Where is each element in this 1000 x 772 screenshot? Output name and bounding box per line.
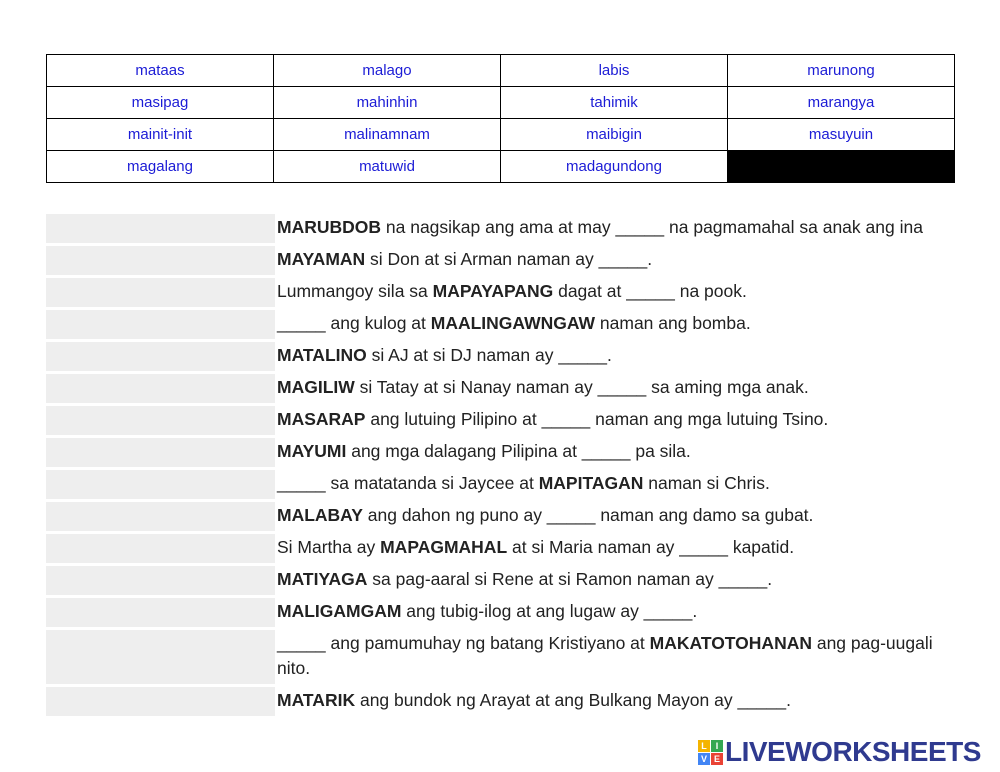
sentence-text: [277, 566, 957, 595]
word-bank-cell: malago: [274, 55, 501, 87]
sentence-row: [46, 342, 966, 371]
sentence-text: [277, 502, 957, 531]
sentence-text: [277, 534, 957, 563]
sentence-row: [46, 502, 966, 531]
logo-mark-letter: L: [698, 740, 710, 752]
answer-input[interactable]: [46, 687, 275, 716]
word-bank-cell: mahinhin: [274, 87, 501, 119]
logo-text: LIVEWORKSHEETS: [725, 736, 981, 767]
sentence-text: [277, 214, 957, 243]
sentence-post: dagat at _____ na pook.: [553, 281, 747, 301]
sentence-keyword: MAKATOTOHANAN: [649, 633, 812, 653]
sentence-post: naman si Chris.: [643, 473, 770, 493]
word-bank-cell: marangya: [728, 87, 955, 119]
sentence-post: ang dahon ng puno ay _____ naman ang damo sa gubat.: [362, 505, 814, 525]
word-bank-cell: malinamnam: [274, 119, 501, 151]
logo-mark-letter: E: [711, 753, 723, 765]
sentence-text: [277, 310, 957, 339]
sentence-text: [277, 278, 957, 307]
sentence-keyword: MAPITAGAN: [538, 473, 644, 493]
sentence-pre: _____ sa matatanda si Jaycee at: [277, 473, 539, 493]
sentence-post: na nagsikap ang ama at may _____ na pagmamahal sa anak ang ina: [381, 217, 923, 237]
answer-input[interactable]: [46, 342, 275, 371]
word-bank-cell: masuyuin: [728, 119, 955, 151]
sentence-row: [46, 566, 966, 595]
answer-input[interactable]: [46, 438, 275, 467]
logo-mark-icon: [698, 740, 723, 765]
liveworksheets-logo: [698, 736, 981, 768]
sentence-text: [277, 342, 957, 371]
sentence-keyword: MAALINGAWNGAW: [430, 313, 596, 333]
sentence-post: ang tubig-ilog at ang lugaw ay _____.: [401, 601, 698, 621]
answer-input[interactable]: [46, 598, 275, 627]
sentence-row: [46, 438, 966, 467]
sentence-row: [46, 630, 966, 684]
sentence-row: [46, 214, 966, 243]
word-bank-row: [47, 119, 955, 151]
sentence-keyword: MAYUMI: [277, 441, 347, 461]
sentence-text: [277, 630, 957, 684]
answer-input[interactable]: [46, 374, 275, 403]
sentence-post: si Don at si Arman naman ay _____.: [365, 249, 653, 269]
sentence-keyword: MATALINO: [277, 345, 367, 365]
sentence-keyword: MALIGAMGAM: [277, 601, 402, 621]
answer-input[interactable]: [46, 278, 275, 307]
sentence-post: sa pag-aaral si Rene at si Ramon naman ay _____.: [367, 569, 773, 589]
sentence-row: [46, 406, 966, 435]
word-bank-table: [46, 54, 955, 183]
sentence-post: si AJ at si DJ naman ay _____.: [366, 345, 612, 365]
answer-input[interactable]: [46, 246, 275, 275]
sentence-keyword: MAPAGMAHAL: [380, 537, 508, 557]
sentence-text: [277, 598, 957, 627]
sentence-post: ang lutuing Pilipino at _____ naman ang mga lutuing Tsino.: [365, 409, 829, 429]
sentence-keyword: MASARAP: [277, 409, 366, 429]
answer-input[interactable]: [46, 310, 275, 339]
sentence-keyword: MAGILIW: [277, 377, 355, 397]
word-bank-cell: magalang: [47, 151, 274, 183]
sentence-post: naman ang bomba.: [595, 313, 751, 333]
word-bank-cell: tahimik: [501, 87, 728, 119]
word-bank-cell: mainit-init: [47, 119, 274, 151]
sentence-row: [46, 470, 966, 499]
word-bank-cell: masipag: [47, 87, 274, 119]
sentence-row: [46, 246, 966, 275]
word-bank-row: [47, 55, 955, 87]
sentence-row: [46, 310, 966, 339]
sentence-keyword: MALABAY: [277, 505, 363, 525]
word-bank-cell: mataas: [47, 55, 274, 87]
sentence-row: [46, 374, 966, 403]
logo-mark-letter: V: [698, 753, 710, 765]
sentence-post: ang mga dalagang Pilipina at _____ pa sila.: [346, 441, 691, 461]
word-bank-cell: marunong: [728, 55, 955, 87]
sentence-row: [46, 687, 966, 716]
sentence-list: [46, 214, 966, 719]
sentence-text: [277, 687, 957, 716]
sentence-pre: _____ ang kulog at: [277, 313, 431, 333]
sentence-keyword: MATARIK: [277, 690, 356, 710]
sentence-pre: Lummangoy sila sa: [277, 281, 433, 301]
answer-input[interactable]: [46, 566, 275, 595]
answer-input[interactable]: [46, 470, 275, 499]
sentence-text: [277, 246, 957, 275]
answer-input[interactable]: [46, 214, 275, 243]
answer-input[interactable]: [46, 534, 275, 563]
word-bank-row: [47, 151, 955, 183]
sentence-row: [46, 278, 966, 307]
sentence-keyword: MAPAYAPANG: [432, 281, 554, 301]
sentence-keyword: MATIYAGA: [277, 569, 368, 589]
answer-input[interactable]: [46, 502, 275, 531]
sentence-post: si Tatay at si Nanay naman ay _____ sa aming mga anak.: [354, 377, 809, 397]
word-bank-cell: labis: [501, 55, 728, 87]
sentence-text: [277, 374, 957, 403]
word-bank-cell: maibigin: [501, 119, 728, 151]
sentence-text: [277, 470, 957, 499]
word-bank-row: [47, 87, 955, 119]
sentence-post: at si Maria naman ay _____ kapatid.: [507, 537, 795, 557]
sentence-post: ang pag-uugali nito.: [277, 633, 933, 678]
sentence-row: [46, 534, 966, 563]
answer-input[interactable]: [46, 406, 275, 435]
word-bank-blank-cell: [728, 151, 955, 183]
sentence-text: [277, 406, 957, 435]
logo-mark-letter: I: [711, 740, 723, 752]
sentence-post: ang bundok ng Arayat at ang Bulkang Mayon ay _____.: [355, 690, 791, 710]
answer-input[interactable]: [46, 630, 275, 684]
sentence-row: [46, 598, 966, 627]
sentence-keyword: MAYAMAN: [277, 249, 366, 269]
sentence-pre: Si Martha ay: [277, 537, 381, 557]
word-bank-cell: madagundong: [501, 151, 728, 183]
sentence-text: [277, 438, 957, 467]
sentence-keyword: MARUBDOB: [277, 217, 382, 237]
word-bank-cell: matuwid: [274, 151, 501, 183]
sentence-pre: _____ ang pamumuhay ng batang Kristiyano at: [277, 633, 650, 653]
